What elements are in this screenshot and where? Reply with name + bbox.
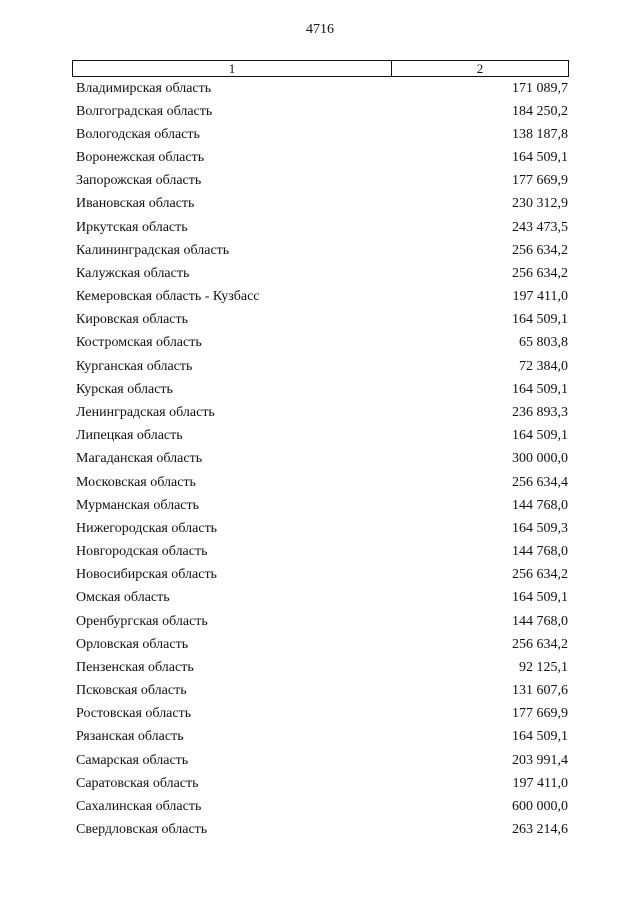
- region-value: 236 893,3: [512, 404, 568, 420]
- region-value: 197 411,0: [512, 289, 568, 305]
- table-row: [76, 123, 568, 146]
- region-value: 197 411,0: [512, 775, 568, 791]
- table-row: [76, 633, 568, 656]
- region-name: Курганская область: [76, 358, 193, 374]
- region-name: Ленинградская область: [76, 404, 215, 420]
- table-row: [76, 355, 568, 378]
- region-name: Рязанская область: [76, 729, 184, 745]
- region-name: Орловская область: [76, 636, 189, 652]
- table-row: [76, 378, 568, 401]
- region-value: 164 509,1: [512, 590, 568, 606]
- region-name: Оренбургская область: [76, 613, 208, 629]
- region-value: 131 607,6: [512, 683, 568, 699]
- region-value: 164 509,1: [512, 312, 568, 328]
- region-value: 138 187,8: [512, 126, 568, 142]
- region-name: Сахалинская область: [76, 798, 202, 814]
- region-name: Пензенская область: [76, 659, 194, 675]
- region-value: 144 768,0: [512, 544, 568, 560]
- region-value: 256 634,2: [512, 265, 568, 281]
- region-value: 171 089,7: [512, 80, 568, 96]
- region-value: 177 669,9: [512, 706, 568, 722]
- table-row: [76, 587, 568, 610]
- region-name: Мурманская область: [76, 497, 200, 513]
- region-name: Новосибирская область: [76, 567, 217, 583]
- column-header-2: 2: [476, 61, 484, 76]
- table-row: [76, 193, 568, 216]
- region-name: Кировская область: [76, 312, 189, 328]
- region-name: Калужская область: [76, 265, 190, 281]
- page-number: 4716: [306, 22, 334, 37]
- region-name: Костромская область: [76, 335, 202, 351]
- table-row: [76, 100, 568, 123]
- table-body: [76, 77, 568, 842]
- region-name: Воронежская область: [76, 150, 205, 166]
- table-row: [76, 239, 568, 262]
- table-row: [76, 795, 568, 818]
- region-value: 177 669,9: [512, 173, 568, 189]
- table-row: [76, 77, 568, 100]
- region-name: Омская область: [76, 590, 170, 606]
- region-name: Курская область: [76, 381, 173, 397]
- region-value: 256 634,2: [512, 242, 568, 258]
- table-row: [76, 286, 568, 309]
- region-value: 164 509,1: [512, 150, 568, 166]
- table-row: [76, 564, 568, 587]
- region-value: 164 509,1: [512, 729, 568, 745]
- region-value: 263 214,6: [512, 822, 568, 838]
- region-value: 256 634,2: [512, 636, 568, 652]
- region-value: 92 125,1: [519, 659, 568, 675]
- region-name: Кемеровская область - Кузбасс: [76, 289, 260, 305]
- region-name: Запорожская область: [76, 173, 202, 189]
- table-row: [76, 262, 568, 285]
- table-row: [76, 147, 568, 170]
- region-value: 164 509,1: [512, 381, 568, 397]
- table-row: [76, 494, 568, 517]
- region-value: 230 312,9: [512, 196, 568, 212]
- table-row: [76, 610, 568, 633]
- region-name: Владимирская область: [76, 80, 212, 96]
- column-header-1: 1: [73, 61, 392, 76]
- table-row: [76, 703, 568, 726]
- region-name: Новгородская область: [76, 544, 208, 560]
- region-name: Ростовская область: [76, 706, 192, 722]
- table-row: [76, 216, 568, 239]
- region-name: Вологодская область: [76, 126, 200, 142]
- table-header: [72, 60, 569, 77]
- table-row: [76, 448, 568, 471]
- region-value: 256 634,4: [512, 474, 568, 490]
- region-name: Московская область: [76, 474, 196, 490]
- table-row: [76, 656, 568, 679]
- region-value: 72 384,0: [519, 358, 568, 374]
- region-name: Магаданская область: [76, 451, 203, 467]
- region-value: 203 991,4: [512, 752, 568, 768]
- region-value: 164 509,1: [512, 428, 568, 444]
- region-name: Иркутская область: [76, 219, 188, 235]
- region-name: Нижегородская область: [76, 520, 218, 536]
- region-name: Самарская область: [76, 752, 189, 768]
- region-name: Волгоградская область: [76, 103, 213, 119]
- table-row: [76, 819, 568, 842]
- table-row: [76, 309, 568, 332]
- table-row: [76, 749, 568, 772]
- table-row: [76, 517, 568, 540]
- region-value: 144 768,0: [512, 497, 568, 513]
- region-value: 600 000,0: [512, 798, 568, 814]
- table-row: [76, 772, 568, 795]
- region-name: Псковская область: [76, 683, 187, 699]
- table-row: [76, 170, 568, 193]
- table-row: [76, 471, 568, 494]
- region-value: 144 768,0: [512, 613, 568, 629]
- table-row: [76, 726, 568, 749]
- table-row: [76, 540, 568, 563]
- region-name: Свердловская область: [76, 822, 208, 838]
- table-row: [76, 332, 568, 355]
- table-row: [76, 425, 568, 448]
- region-value: 243 473,5: [512, 219, 568, 235]
- region-name: Калининградская область: [76, 242, 230, 258]
- region-value: 256 634,2: [512, 567, 568, 583]
- region-name: Саратовская область: [76, 775, 199, 791]
- region-name: Липецкая область: [76, 428, 183, 444]
- region-value: 300 000,0: [512, 451, 568, 467]
- region-value: 184 250,2: [512, 103, 568, 119]
- region-name: Ивановская область: [76, 196, 195, 212]
- region-value: 164 509,3: [512, 520, 568, 536]
- region-value: 65 803,8: [519, 335, 568, 351]
- table-row: [76, 679, 568, 702]
- table-row: [76, 401, 568, 424]
